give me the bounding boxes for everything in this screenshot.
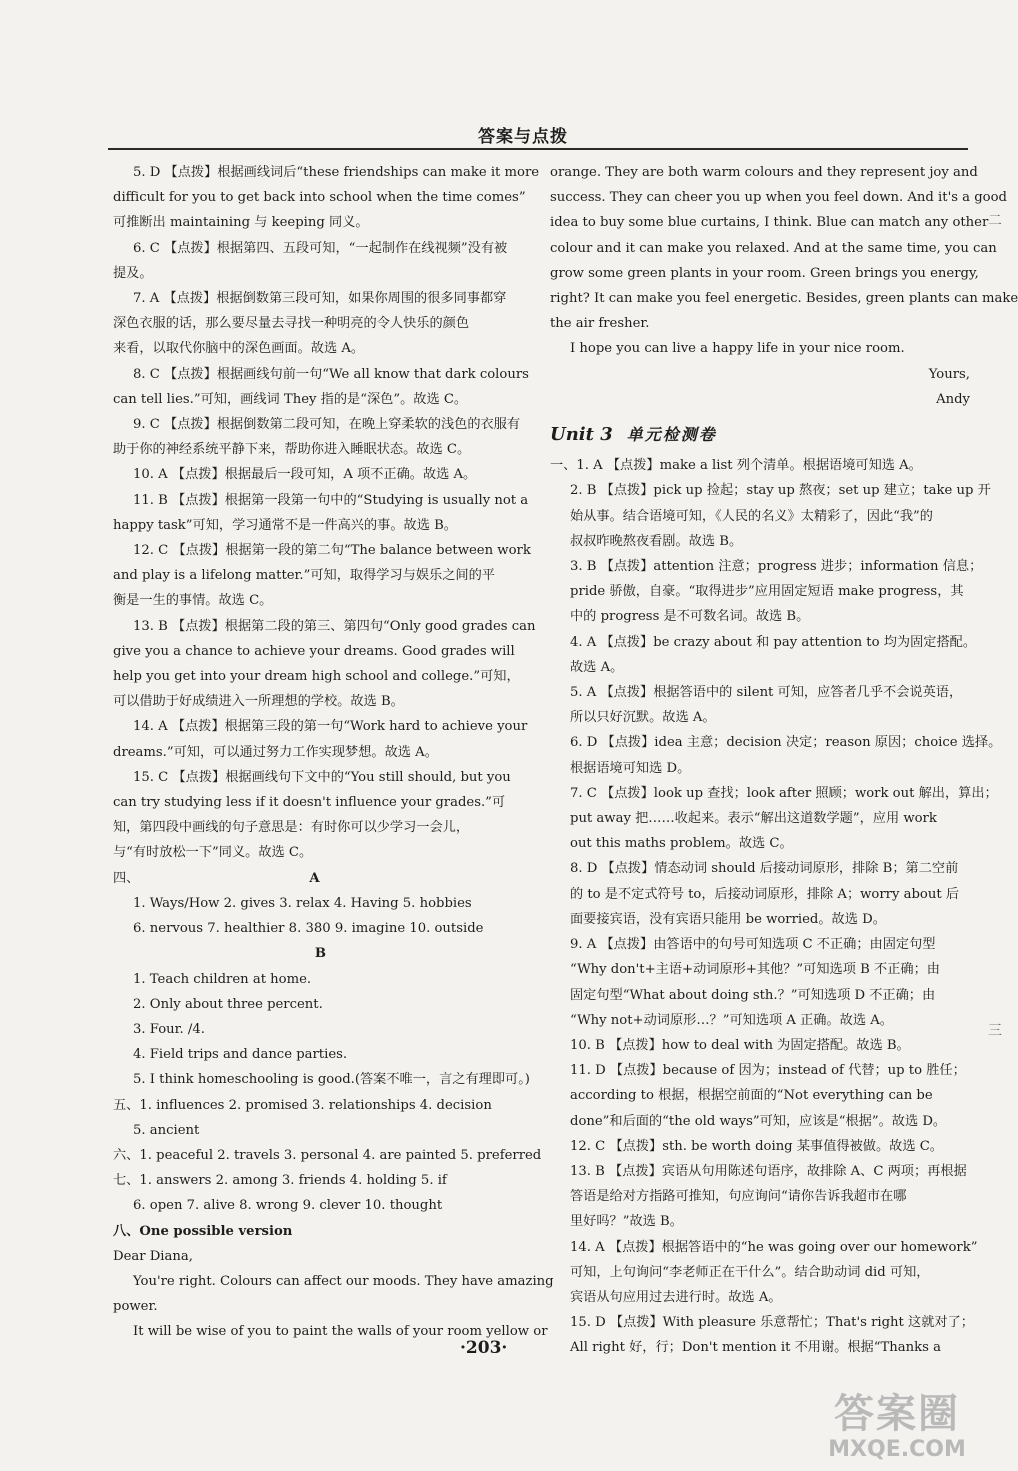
text-line: All right 好，行；Don't mention it 不用谢。根据“Thanks a <box>570 1340 941 1356</box>
text-line: 七、1. answers 2. among 3. friends 4. holding 5. if <box>113 1173 447 1189</box>
text-line: out this maths problem。故选 C。 <box>570 836 793 852</box>
text-line: You're right. Colours can affect our moods. They have amazing <box>133 1273 554 1289</box>
text-line: 六、1. peaceful 2. travels 3. personal 4. are painted 5. preferred <box>113 1147 542 1163</box>
text-line: 的 to 是不定式符号 to，后接动词原形，排除 A；worry about 后 <box>570 886 960 902</box>
text-line: 所以只好沉默。故选 A。 <box>570 710 716 726</box>
text-line: colour and it can make you relaxed. And at the same time, you can <box>550 240 997 256</box>
text-line: 5. D 【点拨】根据画线词后“these friendships can make it more <box>133 165 540 180</box>
text-line: 宾语从句应用过去进行时。故选 A。 <box>570 1289 782 1305</box>
text-line: done”和后面的“the old ways”可知，应该是“根据”。故选 D。 <box>570 1113 947 1129</box>
text-line: 11. B 【点拨】根据第一段第一句中的“Studying is usually not a <box>133 492 529 508</box>
text-line: according to 根据，根据空前面的“Not everything can be <box>570 1088 933 1104</box>
margin-mark: 三 <box>988 1023 1002 1039</box>
text-line: 衡是一生的事情。故选 C。 <box>113 593 273 609</box>
text-line: 7. A 【点拨】根据倒数第三段可知，如果你周围的很多同事都穿 <box>133 291 507 307</box>
text-line: 8. C 【点拨】根据画线句前一句“We all know that dark colours <box>133 366 529 382</box>
unit-title: Unit 3 <box>550 424 613 446</box>
text-line: dreams.”可知，可以通过努力工作实现梦想。故选 A。 <box>113 744 438 760</box>
text-line: 与“有时放松一下”同义。故选 C。 <box>113 845 313 861</box>
text-line: grow some green plants in your room. Green brings you energy, <box>550 265 979 281</box>
text-line: 8. D 【点拨】情态动词 should 后接动词原形，排除 B；第二空前 <box>570 861 959 877</box>
part-label: A <box>309 870 320 886</box>
text-line: can tell lies.”可知，画线词 They 指的是“深色”。故选 C。 <box>113 391 468 407</box>
page-header <box>0 118 1000 158</box>
text-line: and play is a lifelong matter.”可知，取得学习与娱乐之间的平 <box>113 568 495 584</box>
text-line: 中的 progress 是不可数名词。故选 B。 <box>570 609 810 625</box>
text-line: 10. A 【点拨】根据最后一段可知，A 项不正确。故选 A。 <box>133 467 477 483</box>
text-line: 11. D 【点拨】because of 因为；instead of 代替；up to 胜任； <box>570 1063 966 1079</box>
text-line: 五、1. influences 2. promised 3. relationships 4. decision <box>113 1097 492 1113</box>
text-line: 13. B 【点拨】根据第二段的第三、第四句“Only good grades can <box>133 618 536 634</box>
text-line: give you a chance to achieve your dreams. Good grades will <box>113 643 515 659</box>
text-line: 答语是给对方指路可推知，句应询问“请你告诉我超市在哪 <box>570 1189 907 1205</box>
unit-subtitle: 单元检测卷 <box>626 425 717 445</box>
text-line: 6. D 【点拨】idea 主意；decision 决定；reason 原因；choice 选择。 <box>570 735 1002 751</box>
text-line: 始从事。结合语境可知，《人民的名义》太精彩了，因此“我”的 <box>570 508 933 524</box>
text-line: 15. C 【点拨】根据画线句下文中的“You still should, but you <box>133 769 511 785</box>
text-line: 10. B 【点拨】how to deal with 为固定搭配。故选 B。 <box>570 1037 910 1053</box>
text-line: 9. C 【点拨】根据倒数第二段可知，在晚上穿柔软的浅色的衣服有 <box>133 417 521 433</box>
text-line: put away 把……收起来。表示“解出这道数学题”，应用 work <box>570 811 937 827</box>
text-line: 3. Four. /4. <box>133 1021 205 1037</box>
text-line: 可推断出 maintaining 与 keeping 同义。 <box>113 215 369 231</box>
text-line: 深色衣服的话，那么要尽量去寻找一种明亮的令人快乐的颜色 <box>113 316 470 332</box>
text-line: 根据语境可知选 D。 <box>570 760 691 776</box>
text-line: 2. B 【点拨】pick up 捡起；stay up 熬夜；set up 建立；take up 开 <box>570 483 991 499</box>
text-line: 3. B 【点拨】attention 注意；progress 进步；information 信息； <box>570 559 983 575</box>
left-column <box>113 160 554 1345</box>
text-line: the air fresher. <box>550 316 650 332</box>
text-line: 固定句型“What about doing sth.？”可知选项 D 不正确；由 <box>570 987 936 1003</box>
margin-mark: 二 <box>988 213 1002 229</box>
text-line: 八、One possible version <box>113 1223 293 1239</box>
text-line: 提及。 <box>113 265 153 281</box>
text-line: 4. A 【点拨】be crazy about 和 pay attention to 均为固定搭配。 <box>570 634 977 650</box>
unit-answers <box>550 453 1002 1360</box>
text-line: happy task”可知，学习通常不是一件高兴的事。故选 B。 <box>113 517 457 533</box>
text-line: I hope you can live a happy life in your nice room. <box>570 341 905 357</box>
text-line: 里好吗？”故选 B。 <box>570 1214 683 1230</box>
text-line <box>113 866 528 891</box>
text-line: 助于你的神经系统平静下来，帮助你进入睡眠状态。故选 C。 <box>113 442 471 458</box>
unit-heading <box>550 422 970 447</box>
text-line: orange. They are both warm colours and they represent joy and <box>550 165 978 180</box>
right-column <box>550 160 1018 1361</box>
text-line: 14. A 【点拨】根据答语中的“he was going over our homework” <box>570 1239 978 1255</box>
text-line: “Why not+动词原形…？”可知选项 A 正确。故选 A。 <box>570 1012 893 1028</box>
text-line: idea to buy some blue curtains, I think. Blue can match any other <box>550 215 989 231</box>
text-line: Dear Diana, <box>113 1248 193 1264</box>
text-line: 一、1. A 【点拨】make a list 列个清单。根据语境可知选 A。 <box>550 458 922 474</box>
text-line: 12. C 【点拨】sth. be worth doing 某事值得被做。故选 C。 <box>570 1138 943 1154</box>
text-line: 5. I think homeschooling is good.(答案不唯一，言之有理即可。) <box>133 1072 530 1088</box>
section-label: 四、 <box>113 870 140 886</box>
text-line: right? It can make you feel energetic. Besides, green plants can make <box>550 291 1018 307</box>
text-line: B <box>314 946 327 962</box>
text-line: 6. nervous 7. healthier 8. 380 9. imagine 10. outside <box>133 921 484 937</box>
text-line: 14. A 【点拨】根据第三段的第一句“Work hard to achieve your <box>133 719 528 735</box>
text-line: 叔叔昨晚熬夜看剧。故选 B。 <box>570 533 743 549</box>
text-line: difficult for you to get back into school when the time comes” <box>113 190 526 206</box>
watermark <box>812 1390 982 1465</box>
text-line: It will be wise of you to paint the walls of your room yellow or <box>133 1324 548 1340</box>
text-line: 可以借助于好成绩进入一所理想的学校。故选 B。 <box>113 694 404 710</box>
text-line: 7. C 【点拨】look up 查找；look after 照顾；work out 解出，算出； <box>570 785 998 801</box>
text-line: Yours, <box>928 366 970 382</box>
watermark-logo: 答案圈 <box>834 1391 960 1437</box>
text-line: 故选 A。 <box>570 659 624 675</box>
text-line: help you get into your dream high school and college.”可知， <box>113 669 520 685</box>
text-line: 12. C 【点拨】根据第一段的第二句“The balance between work <box>133 543 531 559</box>
text-line: pride 骄傲，自豪。“取得进步”应用固定短语 make progress，其 <box>570 584 964 600</box>
text-line: can try studying less if it doesn't influence your grades.”可 <box>113 795 506 811</box>
text-line: 来看，以取代你脑中的深色画面。故选 A。 <box>113 341 365 357</box>
text-line: 知，第四段中画线的句子意思是：有时你可以少学习一会儿， <box>113 820 470 836</box>
text-line: 13. B 【点拨】宾语从句用陈述句语序，故排除 A、C 两项；再根据 <box>570 1163 967 1179</box>
text-line: 面要接宾语，没有宾语只能用 be worried。故选 D。 <box>570 911 886 927</box>
page-number: ·203· <box>460 1338 508 1358</box>
header-title: 答案与点拨 <box>478 127 568 147</box>
watermark-url: MXQE.COM <box>828 1437 966 1462</box>
text-line: 1. Ways/How 2. gives 3. relax 4. Having 5. hobbies <box>133 895 472 911</box>
text-line: “Why don't+主语+动词原形+其他？”可知选项 B 不正确；由 <box>570 962 940 978</box>
letter-continuation <box>550 160 1018 412</box>
text-line: power. <box>113 1299 158 1315</box>
text-line: 6. open 7. alive 8. wrong 9. clever 10. thought <box>133 1198 443 1214</box>
text-line: 2. Only about three percent. <box>133 996 323 1012</box>
text-line: success. They can cheer you up when you feel down. And it's a good <box>550 190 1007 206</box>
text-line: Andy <box>936 391 970 407</box>
text-line: 15. D 【点拨】With pleasure 乐意帮忙；That's right 这就对了； <box>570 1315 974 1331</box>
text-line: 5. ancient <box>133 1122 200 1138</box>
text-line: 9. A 【点拨】由答语中的句号可知选项 C 不正确；由固定句型 <box>570 937 936 953</box>
header-rule <box>108 148 968 150</box>
text-line: 4. Field trips and dance parties. <box>133 1047 348 1063</box>
text-line: 6. C 【点拨】根据第四、五段可知，“一起制作在线视频”没有被 <box>133 240 508 256</box>
text-line: 5. A 【点拨】根据答语中的 silent 可知，应答者几乎不会说英语， <box>570 685 963 701</box>
text-line: 1. Teach children at home. <box>133 971 312 987</box>
text-line: 可知，上句询问“李老师正在干什么”。结合助动词 did 可知， <box>570 1264 930 1280</box>
